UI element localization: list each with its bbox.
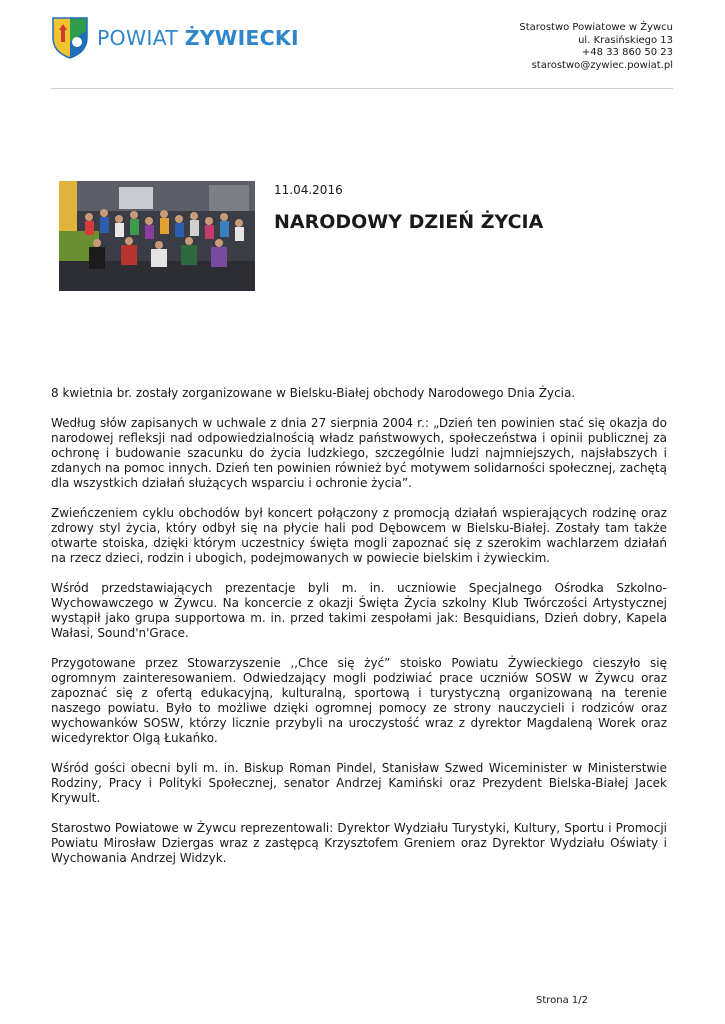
logo-wordmark	[97, 26, 299, 50]
header-divider	[51, 88, 673, 89]
contact-phone: +48 33 860 50 23	[581, 47, 673, 59]
paragraph: Według słów zapisanych w uchwale z dnia 27 sierpnia 2004 r.: „Dzień ten powinien stać się okazja do narodowej refleksji nad odpowiedzialnością władz państwowych, społeczeństwa i opinii publicznej za ochronę i budowanie szacunku do życia ludzkiego, szczególnie ludzi najmniejszych, najsłabszych i zdanych na pomoc innych. Dzień ten powinien również być motywem solidarności społecznej, zachętą dla wszystkich działań służących wsparciu i ochronie życia”.	[51, 416, 667, 490]
powiat-logo	[51, 16, 299, 60]
article-date: 11.04.2016	[274, 183, 343, 197]
paragraph: Starostwo Powiatowe w Żywcu reprezentowali: Dyrektor Wydziału Turystyki, Kultury, Sportu i Promocji Powiatu Mirosław Dziergas wraz z zastępcą Krzysztofem Greniem oraz Dyrektor Wydziału Oświaty i Wychowania Andrzej Widzyk.	[51, 821, 667, 865]
coat-of-arms-icon	[51, 16, 89, 60]
page-number: Strona 1/2	[535, 995, 588, 1006]
article-body	[51, 386, 667, 881]
event-photo	[59, 181, 255, 291]
paragraph: Zwieńczeniem cyklu obchodów był koncert połączony z promocją działań wspierających rodzinę oraz zdrowy styl życia, który odbył się na płycie hali pod Dębowcem w Bielsku-Białej. Zostały tam także otwarte stoiska, dzięki którym uczestnicy święta mogli zapoznać się z szerokim wachlarzem działań na rzecz dzieci, rodzin i ubogich, podejmowanych w powiecie bielskim i żywieckim.	[51, 506, 667, 565]
paragraph: Wśród gości obecni byli m. in. Biskup Roman Pindel, Stanisław Szwed Wiceminister w Ministerstwie Rodziny, Pracy i Polityki Społecznej, senator Andrzej Kamiński oraz Prezydent Bielska-Białej Jacek Krywult.	[51, 761, 667, 805]
contact-email: starostwo@zywiec.powiat.pl	[531, 59, 673, 71]
paragraph: 8 kwietnia br. zostały zorganizowane w Bielsku-Białej obchody Narodowego Dnia Życia.	[51, 386, 576, 400]
contact-block	[519, 22, 673, 72]
article-title: NARODOWY DZIEŃ ŻYCIA	[274, 211, 544, 233]
paragraph: Przygotowane przez Stowarzyszenie ,,Chce się żyć” stoisko Powiatu Żywieckiego cieszyło się ogromnym zainteresowaniem. Odwiedzający mogli podziwiać prace uczniów SOSW w Żywcu oraz zapoznać się z ofertą edukacyjną, kulturalną, sportową i turystyczną organizowaną na terenie naszego powiatu. Było to możliwe dzięki ogromnej pomocy ze strony nauczycieli i rodziców oraz wychowanków SOSW, którzy licznie przybyli na uroczystość wraz z dyrektor Magdaleną Worek oraz wicedyrektor Olgą Łukańko.	[51, 656, 667, 745]
logo-word-powiat: POWIAT	[97, 26, 178, 50]
logo-word-zywiecki: ŻYWIECKI	[184, 26, 299, 50]
contact-address: ul. Krasińskiego 13	[578, 34, 673, 46]
paragraph: Wśród przedstawiających prezentacje byli m. in. uczniowie Specjalnego Ośrodka Szkolno-Wychowawczego w Żywcu. Na koncercie z okazji Święta Życia szkolny Klub Twórczości Artystycznej wystąpił jako grupa supportowa m. in. przed takimi zespołami jak: Besquidians, Dzień dobry, Kapela Wałasi, Sound'n'Grace.	[51, 581, 667, 640]
contact-office: Starostwo Powiatowe w Żywcu	[519, 22, 673, 33]
